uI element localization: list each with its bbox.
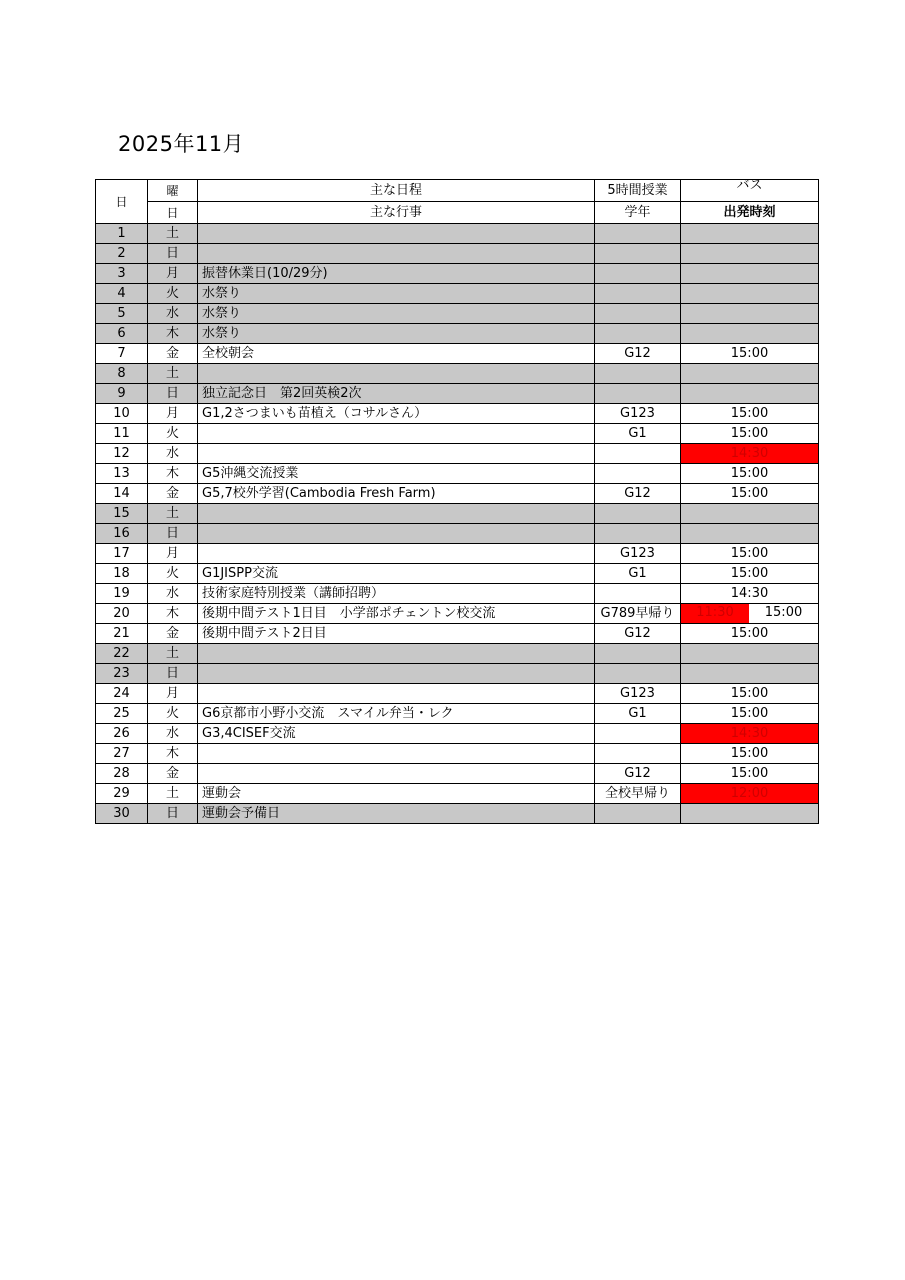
grade-cell	[595, 804, 681, 824]
grade-cell	[595, 244, 681, 264]
event-cell	[198, 224, 595, 244]
event-cell: 技術家庭特別授業（講師招聘）	[198, 584, 595, 604]
grade-cell	[595, 224, 681, 244]
weekday-cell: 土	[148, 224, 198, 244]
table-row	[96, 544, 819, 564]
grade-cell: G12	[595, 484, 681, 504]
weekday-cell: 金	[148, 344, 198, 364]
event-cell: G6京都市小野小交流 スマイル弁当・レク	[198, 704, 595, 724]
weekday-cell: 木	[148, 604, 198, 624]
weekday-cell: 水	[148, 304, 198, 324]
weekday-cell: 土	[148, 364, 198, 384]
grade-cell	[595, 744, 681, 764]
weekday-cell: 水	[148, 724, 198, 744]
event-cell: 水祭り	[198, 284, 595, 304]
bus-cell: 15:00	[681, 424, 819, 444]
bus-cell: 15:00	[681, 464, 819, 484]
weekday-cell: 土	[148, 504, 198, 524]
table-row	[96, 784, 819, 804]
grade-cell: G123	[595, 404, 681, 424]
bus-cell	[681, 364, 819, 384]
grade-cell	[595, 524, 681, 544]
bus-cell	[681, 304, 819, 324]
day-cell: 27	[96, 744, 148, 764]
grade-cell	[595, 464, 681, 484]
day-cell: 5	[96, 304, 148, 324]
day-cell: 16	[96, 524, 148, 544]
bus-cell: 15:00	[681, 344, 819, 364]
event-cell: G1JISPP交流	[198, 564, 595, 584]
table-row	[96, 664, 819, 684]
bus-early-time: 11:30	[681, 604, 749, 623]
weekday-cell: 日	[148, 384, 198, 404]
weekday-cell: 火	[148, 424, 198, 444]
event-cell: 水祭り	[198, 304, 595, 324]
grade-cell	[595, 664, 681, 684]
bus-cell: 15:00	[681, 624, 819, 644]
event-cell	[198, 364, 595, 384]
weekday-cell: 月	[148, 544, 198, 564]
table-row	[96, 564, 819, 584]
table-row	[96, 324, 819, 344]
day-cell: 29	[96, 784, 148, 804]
day-cell: 28	[96, 764, 148, 784]
bus-cell	[681, 224, 819, 244]
bus-cell: 14:30	[681, 584, 819, 604]
event-cell	[198, 764, 595, 784]
bus-cell: 15:00	[681, 564, 819, 584]
weekday-cell: 月	[148, 264, 198, 284]
day-cell: 8	[96, 364, 148, 384]
table-row	[96, 464, 819, 484]
bus-cell: 14:30	[681, 724, 819, 744]
table-row	[96, 504, 819, 524]
grade-cell	[595, 644, 681, 664]
table-row	[96, 624, 819, 644]
table-row	[96, 764, 819, 784]
day-cell: 10	[96, 404, 148, 424]
day-cell: 7	[96, 344, 148, 364]
day-cell: 20	[96, 604, 148, 624]
event-cell: 全校朝会	[198, 344, 595, 364]
day-cell: 6	[96, 324, 148, 344]
weekday-cell: 金	[148, 484, 198, 504]
schedule-body	[96, 224, 819, 824]
weekday-cell: 火	[148, 564, 198, 584]
grade-cell	[595, 584, 681, 604]
weekday-cell: 金	[148, 764, 198, 784]
event-cell: 運動会	[198, 784, 595, 804]
weekday-cell: 木	[148, 464, 198, 484]
event-cell	[198, 504, 595, 524]
event-cell: G5沖縄交流授業	[198, 464, 595, 484]
day-cell: 3	[96, 264, 148, 284]
bus-cell	[681, 504, 819, 524]
bus-cell: 15:00	[681, 484, 819, 504]
weekday-cell: 日	[148, 524, 198, 544]
grade-cell	[595, 264, 681, 284]
schedule-table	[95, 179, 819, 824]
day-cell: 12	[96, 444, 148, 464]
grade-cell	[595, 304, 681, 324]
header-bus: バス	[681, 180, 819, 202]
table-row	[96, 704, 819, 724]
table-row	[96, 304, 819, 324]
day-cell: 25	[96, 704, 148, 724]
grade-cell	[595, 444, 681, 464]
grade-cell	[595, 724, 681, 744]
table-row	[96, 404, 819, 424]
event-cell: G3,4CISEF交流	[198, 724, 595, 744]
day-cell: 23	[96, 664, 148, 684]
event-cell	[198, 644, 595, 664]
weekday-cell: 土	[148, 784, 198, 804]
day-cell: 1	[96, 224, 148, 244]
day-cell: 9	[96, 384, 148, 404]
bus-cell: 15:00	[681, 544, 819, 564]
table-row	[96, 804, 819, 824]
grade-cell	[595, 324, 681, 344]
header-day: 日	[96, 180, 148, 224]
event-cell: 水祭り	[198, 324, 595, 344]
event-cell	[198, 664, 595, 684]
bus-cell: 15:00	[681, 744, 819, 764]
weekday-cell: 月	[148, 404, 198, 424]
bus-cell: 15:00	[681, 704, 819, 724]
header-bus-departure: 出発時刻	[681, 202, 819, 224]
table-row	[96, 684, 819, 704]
day-cell: 4	[96, 284, 148, 304]
day-cell: 18	[96, 564, 148, 584]
event-cell	[198, 424, 595, 444]
bus-cell: 14:30	[681, 444, 819, 464]
table-row	[96, 644, 819, 664]
table-row	[96, 284, 819, 304]
bus-cell	[681, 524, 819, 544]
day-cell: 17	[96, 544, 148, 564]
weekday-cell: 木	[148, 324, 198, 344]
header-main-events: 主な行事	[198, 202, 595, 224]
event-cell	[198, 744, 595, 764]
bus-cell: 15:00	[681, 684, 819, 704]
grade-cell: G123	[595, 684, 681, 704]
event-cell: 後期中間テスト2日目	[198, 624, 595, 644]
bus-cell: 12:00	[681, 784, 819, 804]
event-cell: 運動会予備日	[198, 804, 595, 824]
table-row	[96, 224, 819, 244]
bus-cell: 15:00	[681, 764, 819, 784]
grade-cell: G12	[595, 624, 681, 644]
bus-time: 15:00	[764, 605, 803, 620]
table-row	[96, 484, 819, 504]
day-cell: 15	[96, 504, 148, 524]
header-weekday-top: 曜	[148, 180, 198, 202]
grade-cell: G1	[595, 704, 681, 724]
event-cell: G1,2さつまいも苗植え（コサルさん）	[198, 404, 595, 424]
event-cell	[198, 684, 595, 704]
table-row	[96, 344, 819, 364]
table-row	[96, 524, 819, 544]
grade-cell: 全校早帰り	[595, 784, 681, 804]
bus-cell	[681, 804, 819, 824]
weekday-cell: 火	[148, 284, 198, 304]
event-cell: G5,7校外学習(Cambodia Fresh Farm)	[198, 484, 595, 504]
bus-cell	[681, 284, 819, 304]
bus-cell	[681, 244, 819, 264]
event-cell: 独立記念日 第2回英検2次	[198, 384, 595, 404]
weekday-cell: 月	[148, 684, 198, 704]
table-row	[96, 264, 819, 284]
header-grade: 学年	[595, 202, 681, 224]
day-cell: 2	[96, 244, 148, 264]
table-row	[96, 604, 819, 624]
event-cell	[198, 244, 595, 264]
grade-cell: G12	[595, 764, 681, 784]
table-row	[96, 724, 819, 744]
event-cell	[198, 444, 595, 464]
table-row	[96, 364, 819, 384]
table-row	[96, 744, 819, 764]
table-row	[96, 444, 819, 464]
bus-cell	[681, 664, 819, 684]
weekday-cell: 水	[148, 444, 198, 464]
day-cell: 26	[96, 724, 148, 744]
header-main-schedule: 主な日程	[198, 180, 595, 202]
day-cell: 22	[96, 644, 148, 664]
event-cell: 後期中間テスト1日目 小学部ポチェントン校交流	[198, 604, 595, 624]
weekday-cell: 水	[148, 584, 198, 604]
grade-cell: G1	[595, 424, 681, 444]
day-cell: 13	[96, 464, 148, 484]
bus-cell	[681, 644, 819, 664]
weekday-cell: 火	[148, 704, 198, 724]
weekday-cell: 日	[148, 804, 198, 824]
day-cell: 24	[96, 684, 148, 704]
grade-cell: G123	[595, 544, 681, 564]
bus-cell	[681, 604, 819, 624]
schedule-header	[96, 180, 819, 224]
header-weekday-bottom: 日	[148, 202, 198, 224]
grade-cell	[595, 384, 681, 404]
table-row	[96, 244, 819, 264]
bus-cell: 15:00	[681, 404, 819, 424]
day-cell: 21	[96, 624, 148, 644]
grade-cell	[595, 284, 681, 304]
grade-cell	[595, 364, 681, 384]
event-cell	[198, 524, 595, 544]
weekday-cell: 日	[148, 664, 198, 684]
grade-cell: G12	[595, 344, 681, 364]
event-cell	[198, 544, 595, 564]
table-row	[96, 584, 819, 604]
grade-cell: G789早帰り	[595, 604, 681, 624]
weekday-cell: 日	[148, 244, 198, 264]
day-cell: 11	[96, 424, 148, 444]
bus-cell	[681, 324, 819, 344]
event-cell: 振替休業日(10/29分)	[198, 264, 595, 284]
bus-cell	[681, 384, 819, 404]
grade-cell	[595, 504, 681, 524]
page-title: 2025年11月	[118, 132, 245, 156]
grade-cell: G1	[595, 564, 681, 584]
weekday-cell: 木	[148, 744, 198, 764]
bus-cell	[681, 264, 819, 284]
weekday-cell: 土	[148, 644, 198, 664]
day-cell: 30	[96, 804, 148, 824]
weekday-cell: 金	[148, 624, 198, 644]
table-row	[96, 384, 819, 404]
day-cell: 19	[96, 584, 148, 604]
day-cell: 14	[96, 484, 148, 504]
table-row	[96, 424, 819, 444]
header-five-period: 5時間授業	[595, 180, 681, 202]
